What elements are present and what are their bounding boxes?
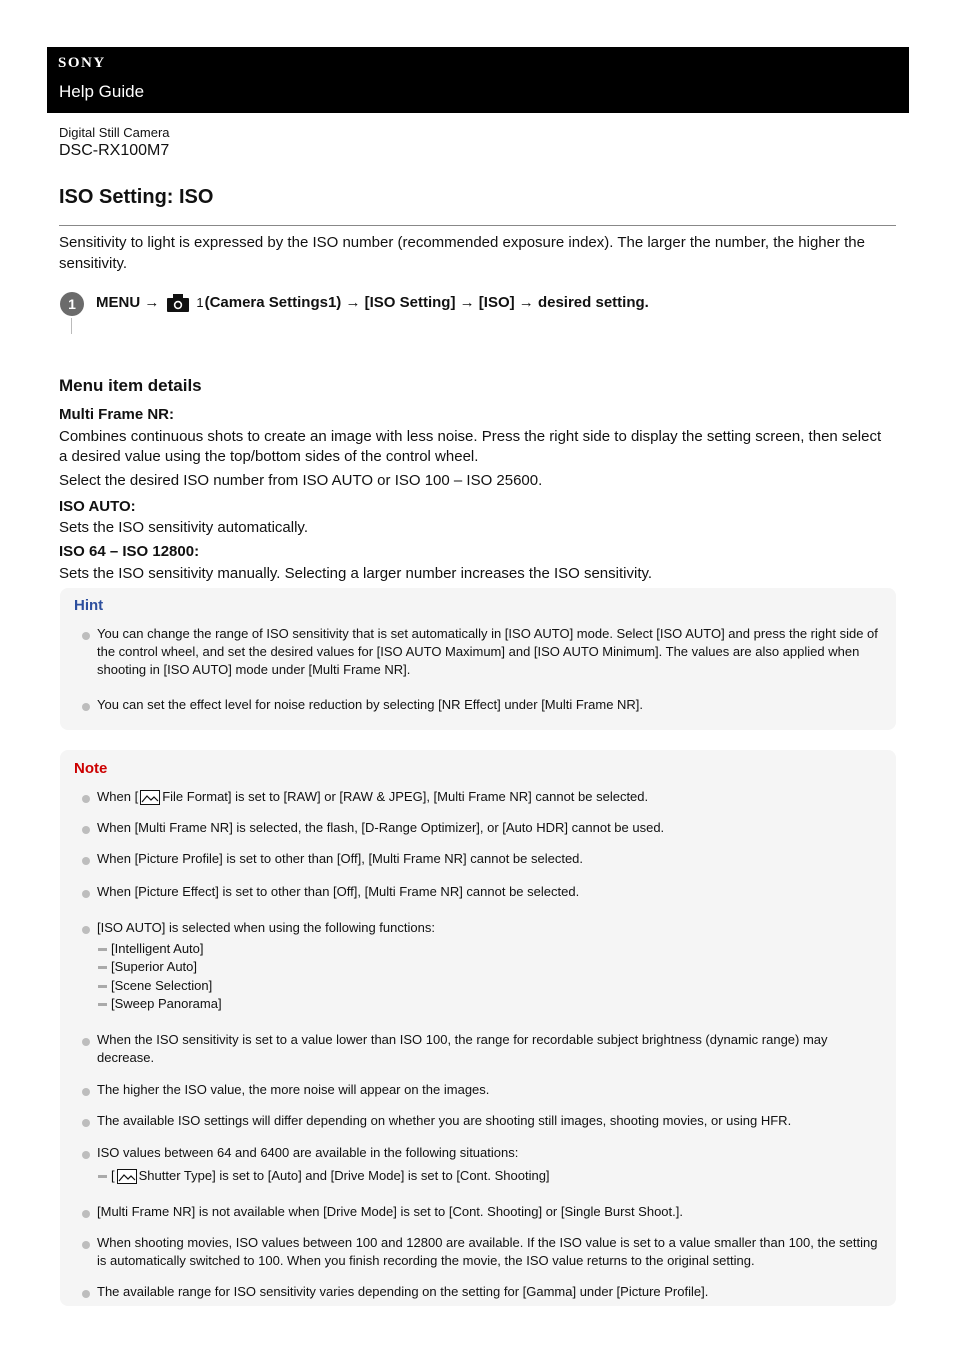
camera-icon xyxy=(167,293,193,313)
note-subitem xyxy=(98,1167,550,1185)
note-item: When the ISO sensitivity is set to a value lower than ISO 100, the range for recordable subject brightness (dynamic range) may decrease. xyxy=(97,1032,828,1065)
dash-icon xyxy=(98,1003,107,1006)
bullet-icon xyxy=(82,1038,90,1046)
hint-title: Hint xyxy=(74,597,104,614)
step-instruction xyxy=(96,293,649,313)
note-item-text: When [ xyxy=(97,789,139,804)
page-title: ISO Setting: ISO xyxy=(59,186,214,208)
iso-auto-description: Sets the ISO sensitivity automatically. xyxy=(59,519,308,536)
note-subitem-text: [Intelligent Auto] xyxy=(111,941,204,956)
note-item: [ISO AUTO] is selected when using the following functions: xyxy=(97,920,435,935)
sony-logo: SONY xyxy=(58,55,106,71)
bullet-icon xyxy=(82,795,90,803)
note-item: The available range for ISO sensitivity varies depending on the setting for [Gamma] under [Picture Profile]. xyxy=(97,1284,709,1299)
iso-auto-label: ISO AUTO: xyxy=(59,498,136,515)
step-connector xyxy=(71,318,72,334)
note-item xyxy=(97,788,882,806)
section-heading: Menu item details xyxy=(59,376,202,395)
note-subitem xyxy=(98,977,212,995)
note-subitem xyxy=(98,995,222,1013)
title-divider xyxy=(59,225,896,226)
help-guide-link[interactable]: Help Guide xyxy=(59,82,145,101)
dash-icon xyxy=(98,966,107,969)
dash-icon xyxy=(98,948,107,951)
note-item: When [Picture Effect] is set to other than [Off], [Multi Frame NR] cannot be selected. xyxy=(97,884,580,899)
mfnr-description-2: Select the desired ISO number from ISO AUTO or ISO 100 – ISO 25600. xyxy=(59,472,543,489)
note-subitem-text: [Superior Auto] xyxy=(111,959,197,974)
camera-settings-number: 1 xyxy=(196,295,204,310)
note-item-text: File Format] is set to [RAW] or [RAW & JPEG], [Multi Frame NR] cannot be selected. xyxy=(162,789,649,804)
note-title: Note xyxy=(74,760,108,777)
note-subitem-text: [Sweep Panorama] xyxy=(111,996,222,1011)
intro-text: Sensitivity to light is expressed by the ISO number (recommended exposure index). The larger the number, the higher the sensitivity. xyxy=(59,234,865,272)
iso-range-description: Sets the ISO sensitivity manually. Selecting a larger number increases the ISO sensitivity. xyxy=(59,565,653,582)
bullet-icon xyxy=(82,1290,90,1298)
image-icon xyxy=(140,790,160,805)
note-subitem-text: [ xyxy=(111,1168,115,1183)
note-subitem-text: [Scene Selection] xyxy=(111,978,213,993)
dash-icon xyxy=(98,985,107,988)
product-category: Digital Still Camera xyxy=(59,125,170,140)
product-model: DSC-RX100M7 xyxy=(59,142,170,159)
note-item: [Multi Frame NR] is not available when [Drive Mode] is set to [Cont. Shooting] or [Single Burst Shoot.]. xyxy=(97,1204,683,1219)
step-path-text: (Camera Settings1) → [ISO Setting] → [ISO] → desired setting. xyxy=(204,294,649,311)
bullet-icon xyxy=(82,1210,90,1218)
bullet-icon xyxy=(82,890,90,898)
image-icon xyxy=(117,1169,137,1184)
bullet-icon xyxy=(82,632,90,640)
mfnr-label: Multi Frame NR: xyxy=(59,406,175,423)
note-subitem-text: Shutter Type] is set to [Auto] and [Drive Mode] is set to [Cont. Shooting] xyxy=(138,1168,550,1183)
bullet-icon xyxy=(82,1151,90,1159)
note-item: When [Picture Profile] is set to other than [Off], [Multi Frame NR] cannot be selected. xyxy=(97,851,584,866)
bullet-icon xyxy=(82,703,90,711)
note-item: When shooting movies, ISO values between 100 and 12800 are available. If the ISO value is set to a value smaller than 100, the setting is automatically switched to 100. When you finish recording the movie, the ISO value returns to the original setting. xyxy=(97,1235,878,1268)
bullet-icon xyxy=(82,1241,90,1249)
bullet-icon xyxy=(82,926,90,934)
header-bar xyxy=(47,47,909,113)
note-item: When [Multi Frame NR] is selected, the flash, [D-Range Optimizer], or [Auto HDR] cannot be used. xyxy=(97,820,665,835)
step-number: 1 xyxy=(60,292,84,316)
bullet-icon xyxy=(82,826,90,834)
note-item: The higher the ISO value, the more noise will appear on the images. xyxy=(97,1082,490,1097)
note-box xyxy=(60,750,896,1306)
note-subitem xyxy=(98,958,197,976)
hint-item: You can set the effect level for noise reduction by selecting [NR Effect] under [Multi Frame NR]. xyxy=(97,697,644,712)
note-item: ISO values between 64 and 6400 are available in the following situations: xyxy=(97,1145,519,1160)
bullet-icon xyxy=(82,857,90,865)
note-item: The available ISO settings will differ depending on whether you are shooting still images, shooting movies, or using HFR. xyxy=(97,1113,792,1128)
hint-item: You can change the range of ISO sensitivity that is set automatically in [ISO AUTO] mode. Select [ISO AUTO] and press the right side of the control wheel, and set the desired values for [ISO AUTO Maximum] and [ISO AUTO Minimum]. The values are also applied when shooting in [ISO AUTO] mode under [Multi Frame NR]. xyxy=(97,626,878,677)
step-menu-text: MENU → xyxy=(96,294,160,311)
bullet-icon xyxy=(82,1088,90,1096)
mfnr-description: Combines continuous shots to create an image with less noise. Press the right side to display the setting screen, then select a desired value using the top/bottom sides of the control wheel. xyxy=(59,428,882,465)
hint-box xyxy=(60,588,896,730)
bullet-icon xyxy=(82,1119,90,1127)
iso-range-label: ISO 64 – ISO 12800: xyxy=(59,543,200,560)
dash-icon xyxy=(98,1175,107,1178)
note-subitem xyxy=(98,940,204,958)
